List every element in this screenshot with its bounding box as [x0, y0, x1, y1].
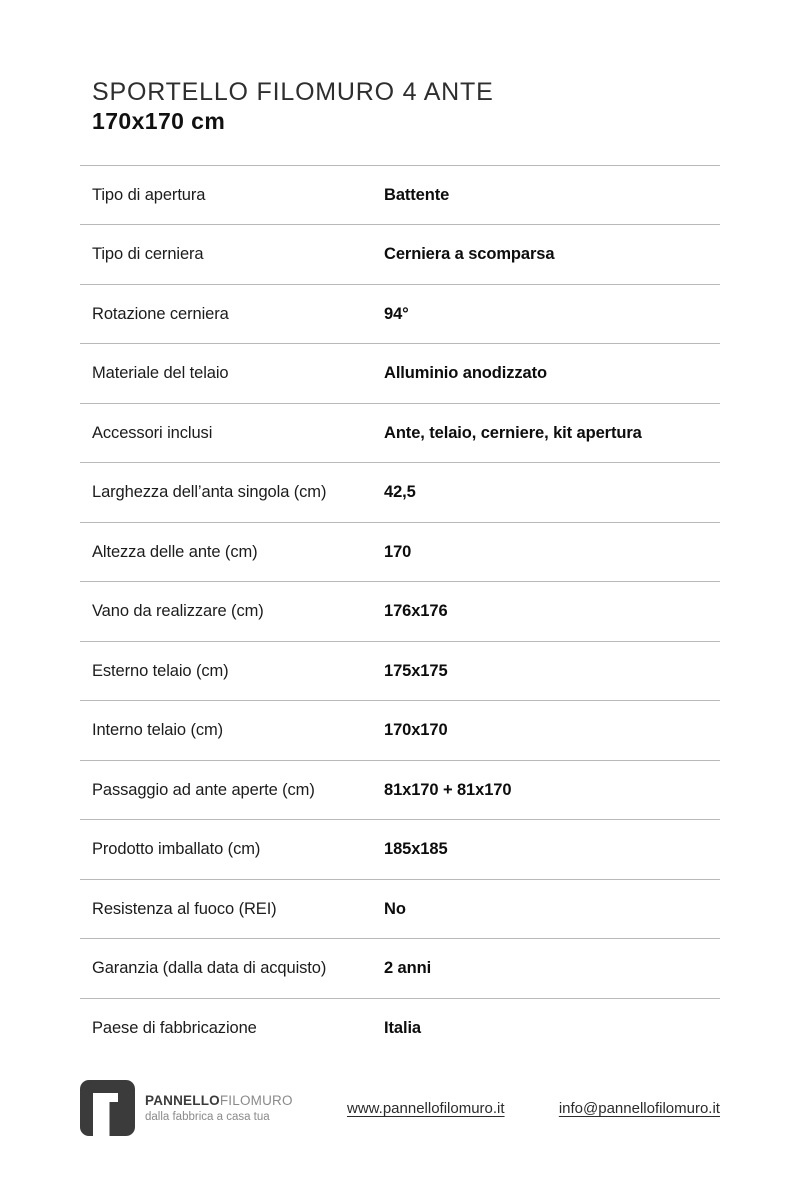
spec-value: 81x170 + 81x170 [384, 780, 512, 799]
spec-row [80, 522, 720, 582]
door-icon [80, 1080, 135, 1136]
spec-value: Battente [384, 185, 450, 204]
product-size: 170x170 cm [92, 108, 226, 134]
spec-label: Prodotto imballato (cm) [92, 840, 261, 858]
spec-label: Rotazione cerniera [92, 304, 229, 323]
spec-value: 170 [384, 542, 412, 561]
spec-label: Vano da realizzare (cm) [92, 602, 264, 620]
email-link[interactable]: info@pannellofilomuro.it [558, 1099, 720, 1117]
spec-label: Accessori inclusi [92, 423, 213, 442]
spec-value: Alluminio anodizzato [384, 364, 547, 382]
spec-label: Tipo di apertura [92, 185, 206, 204]
spec-label: Interno telaio (cm) [92, 721, 224, 739]
spec-row [80, 284, 720, 344]
spec-value: 175x175 [384, 661, 448, 680]
spec-row [80, 879, 720, 939]
brand-text [145, 1093, 293, 1124]
spec-row [80, 165, 720, 225]
spec-value: Italia [384, 1018, 422, 1037]
spec-row [80, 760, 720, 820]
spec-value: 94° [384, 304, 409, 323]
spec-value: Ante, telaio, cerniere, kit apertura [384, 423, 642, 442]
brand-logo [80, 1080, 293, 1136]
brand-tagline: dalla fabbrica a casa tua [145, 1110, 270, 1123]
spec-label: Paese di fabbricazione [92, 1018, 257, 1037]
spec-value: 176x176 [384, 602, 448, 620]
footer [80, 1080, 720, 1136]
spec-row [80, 462, 720, 522]
spec-row [80, 938, 720, 998]
spec-value: No [384, 899, 406, 918]
website-link[interactable]: www.pannellofilomuro.it [346, 1099, 505, 1117]
spec-value: 42,5 [384, 483, 416, 501]
page-title: SPORTELLO FILOMURO 4 ANTE [92, 78, 494, 106]
spec-value: 2 anni [384, 959, 432, 977]
spec-table [80, 165, 720, 1058]
brand-name [145, 1093, 293, 1110]
spec-label: Altezza delle ante (cm) [92, 542, 258, 561]
spec-row [80, 819, 720, 879]
spec-label: Larghezza dell’anta singola (cm) [92, 483, 327, 501]
brand-name-light: FILOMURO [219, 1092, 293, 1108]
spec-value: Cerniera a scomparsa [384, 245, 555, 263]
spec-row [80, 581, 720, 641]
spec-label: Garanzia (dalla data di acquisto) [92, 959, 327, 977]
spec-row [80, 998, 720, 1058]
spec-label: Esterno telaio (cm) [92, 661, 229, 680]
spec-value: 185x185 [384, 840, 448, 858]
spec-label: Passaggio ad ante aperte (cm) [92, 780, 315, 799]
spec-row [80, 700, 720, 760]
spec-row [80, 224, 720, 284]
spec-row [80, 403, 720, 463]
spec-value: 170x170 [384, 721, 448, 739]
spec-label: Tipo di cerniera [92, 245, 204, 263]
spec-label: Materiale del telaio [92, 364, 229, 382]
spec-row [80, 641, 720, 701]
spec-label: Resistenza al fuoco (REI) [92, 899, 277, 918]
spec-row [80, 343, 720, 403]
page-header [80, 78, 720, 136]
brand-name-bold: PANNELLO [145, 1092, 220, 1108]
